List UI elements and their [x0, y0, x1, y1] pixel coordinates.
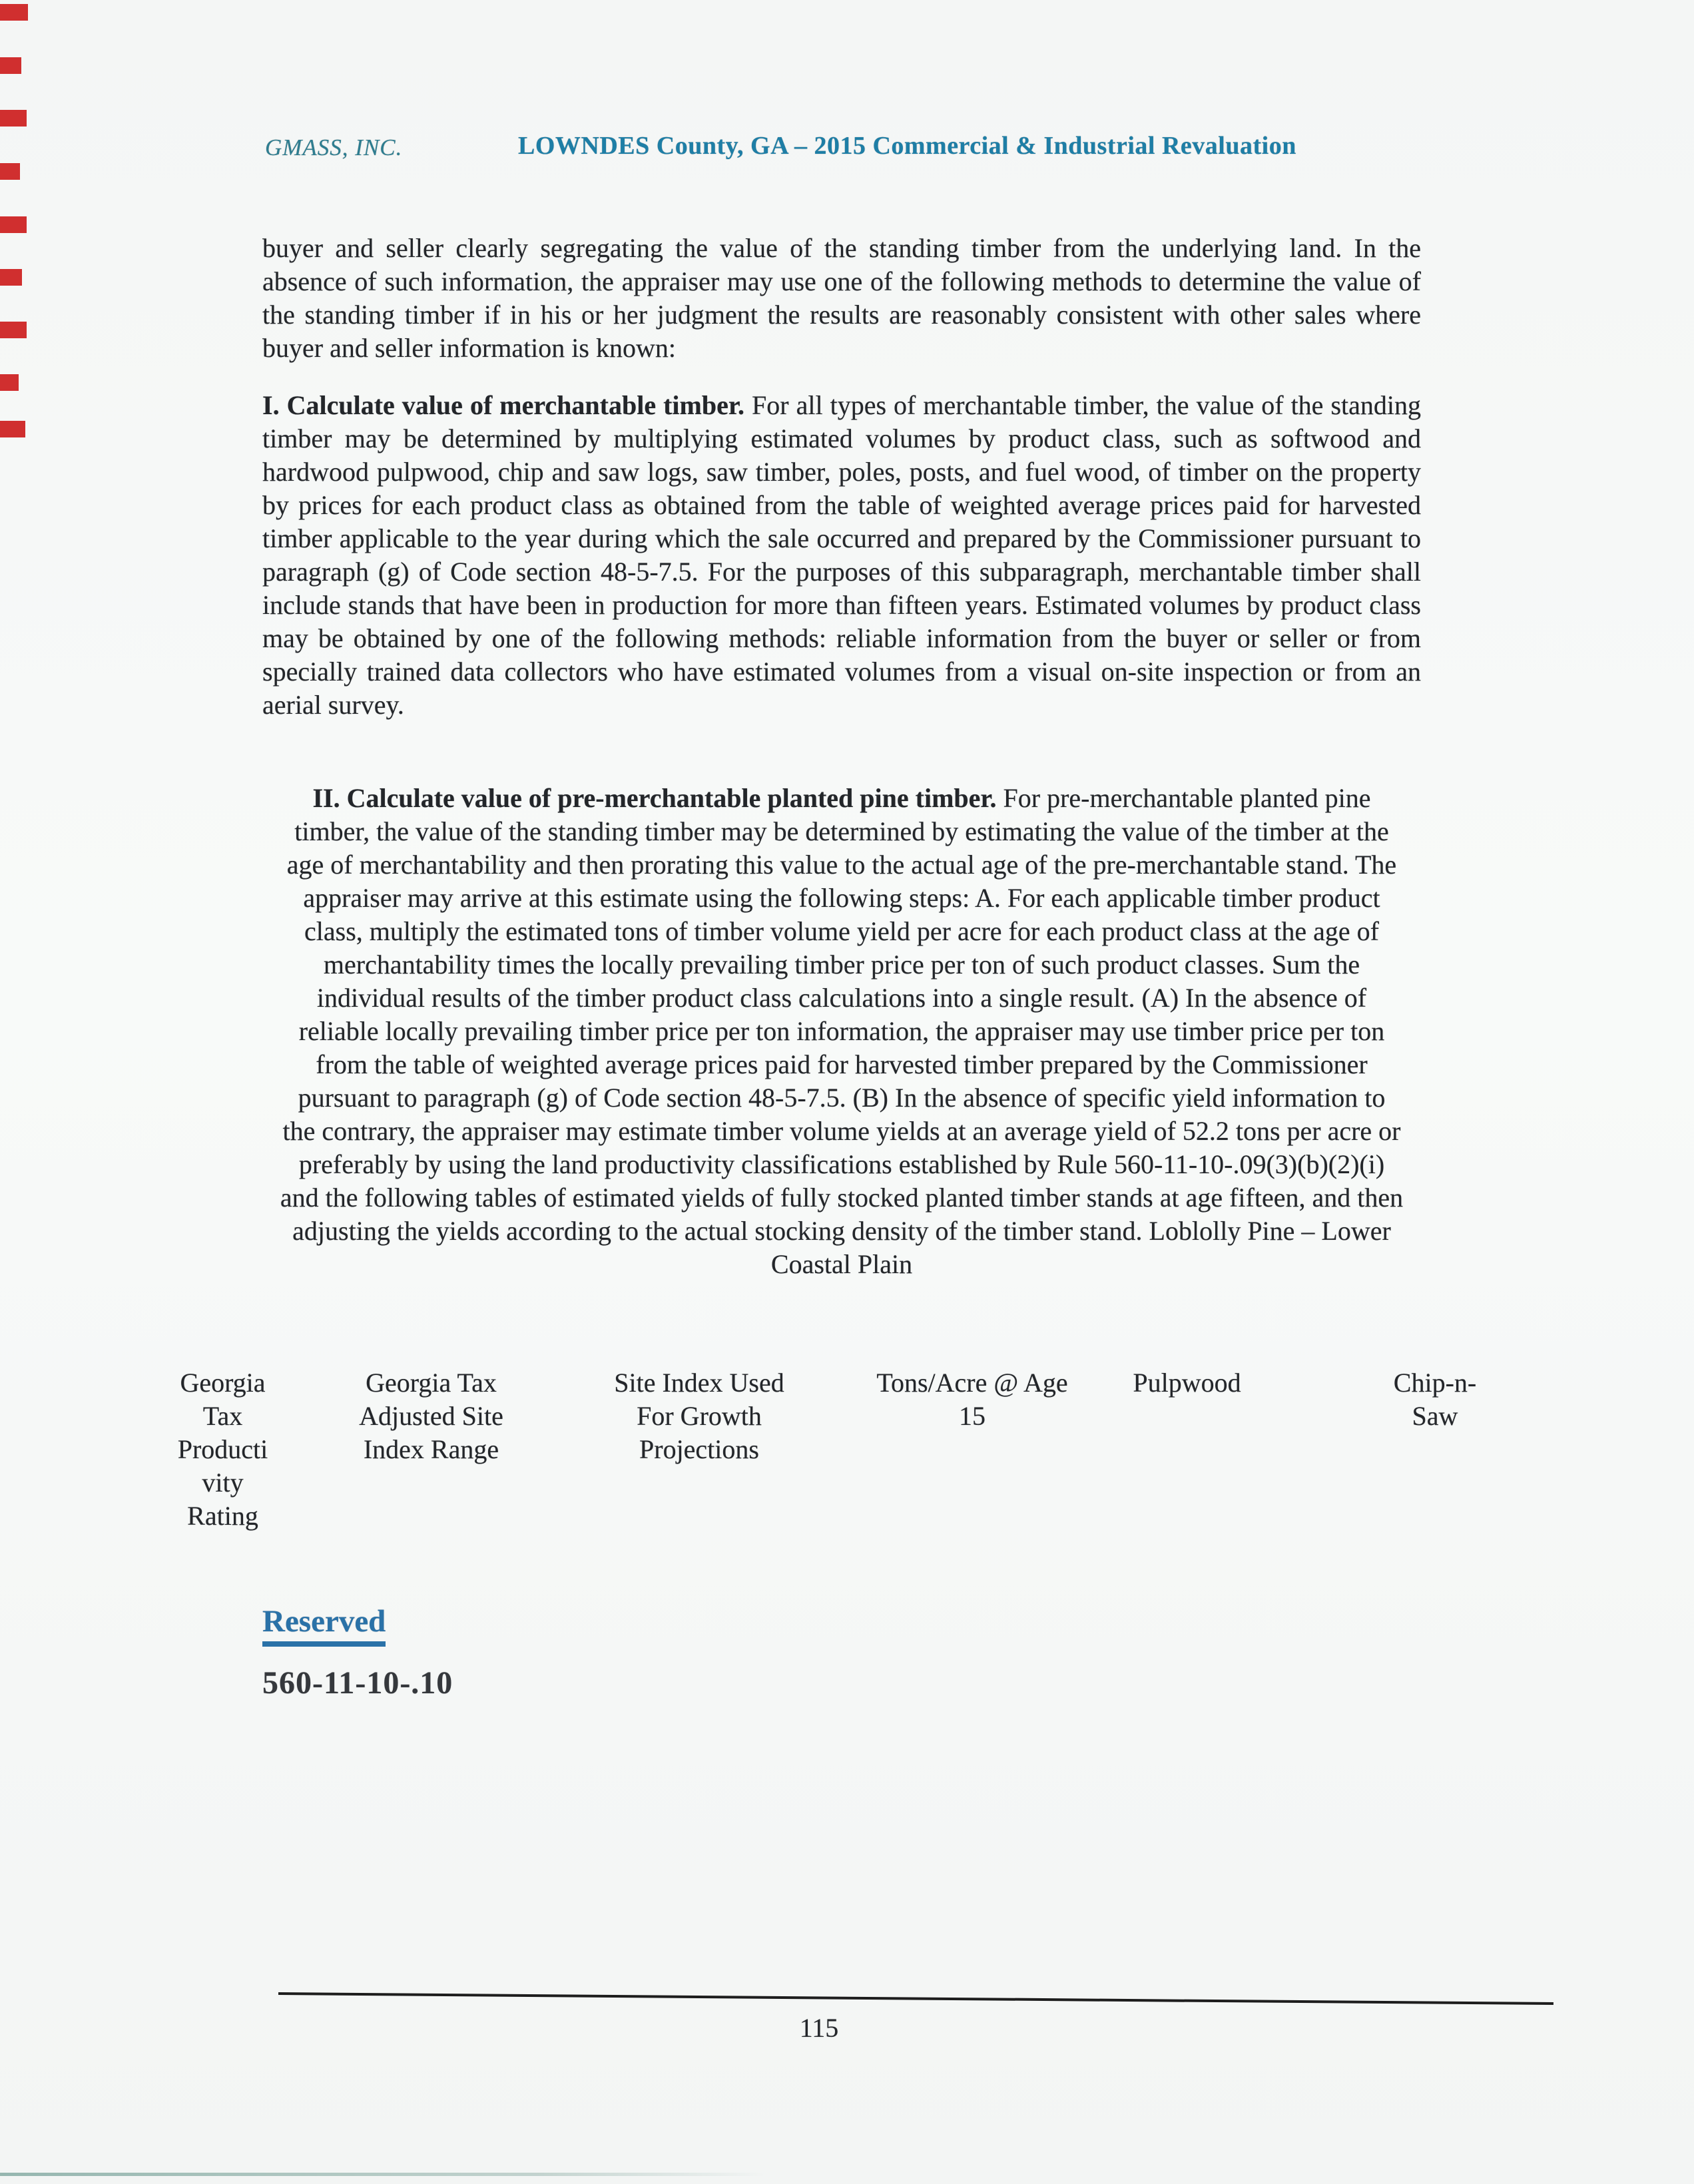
- scan-edge-mark: [0, 57, 21, 74]
- table-header-site-index-used: [589, 1366, 809, 1466]
- table-header-line: 15: [959, 1401, 986, 1431]
- table-header-site-index-range: [336, 1366, 526, 1466]
- table-header-line: Chip-n-: [1393, 1368, 1477, 1398]
- table-header-line: Georgia Tax: [366, 1368, 497, 1398]
- table-header-line: Saw: [1412, 1401, 1458, 1431]
- paragraph-method-1: [262, 389, 1421, 722]
- paragraph-method-1-heading: I. Calculate value of merchantable timber.: [262, 390, 744, 420]
- scan-edge-mark: [0, 216, 27, 233]
- rule-code: 560-11-10-.10: [262, 1665, 453, 1701]
- table-header-line: Site Index Used: [614, 1368, 784, 1398]
- table-header-chip-n-saw: [1365, 1366, 1505, 1433]
- table-header-line: Tons/Acre @ Age: [876, 1368, 1068, 1398]
- scan-edge-mark: [0, 374, 19, 391]
- body-text-column: [262, 232, 1421, 1281]
- table-header-line: Producti: [177, 1434, 268, 1464]
- paragraph-method-2: [279, 782, 1404, 1281]
- table-header-line: Index Range: [363, 1434, 499, 1464]
- footer-divider-line: [278, 1992, 1553, 2005]
- paragraph-intro: buyer and seller clearly segregating the value of the standing timber from the underlying land. In the absence of such information, the appraiser may use one of the following methods to determine the value of the standing timber if in his or her judgment the results are reasonably consistent with other sales where buyer and seller information is known:: [262, 233, 1421, 363]
- scan-edge-mark: [0, 163, 20, 180]
- table-header-pulpwood: [1115, 1366, 1259, 1400]
- table-header-line: vity: [202, 1468, 244, 1498]
- scan-bottom-artifact: [0, 2173, 766, 2176]
- table-header-productivity-rating: [154, 1366, 291, 1533]
- scan-edge-mark: [0, 421, 25, 437]
- table-header-line: Tax: [202, 1401, 243, 1431]
- paragraph-method-2-text: For pre-merchantable planted pine timber, the value of the standing timber may be determined by estimating the value of the timber at the age of merchantability and then prorating this value to the actual age of the pre-merchantable stand. The appraiser may arrive at this estimate using the following steps: A. For each applicable timber product class, multiply the estimated tons of timber volume yield per acre for each product class at the age of merchantability times the locally prevailing timber price per ton of such product classes. Sum the individual results of the timber product class calculations into a single result. (A) In the absence of reliable locally prevailing timber price per ton information, the appraiser may use timber price per ton from the table of weighted average prices paid for harvested timber prepared by the Commissioner pursuant to paragraph (g) of Code section 48-5-7.5. (B) In the absence of specific yield information to the contrary, the appraiser may estimate timber volume yields at an average yield of 52.2 tons per acre or preferably by using the land productivity classifications established by Rule 560-11-10-.09(3)(b)(2)(i) and the following tables of estimated yields of fully stocked planted timber stands at age fifteen, and then adjusting the yields according to the actual stocking density of the timber stand. Loblolly Pine – Lower Coastal Plain: [280, 783, 1404, 1279]
- table-header-line: Adjusted Site: [359, 1401, 503, 1431]
- scan-edge-mark: [0, 322, 27, 338]
- table-header-line: Georgia: [180, 1368, 266, 1398]
- paragraph-method-2-heading: II. Calculate value of pre-merchantable planted pine timber.: [312, 783, 997, 813]
- table-header-line: For Growth: [637, 1401, 762, 1431]
- paragraph-method-1-text: For all types of merchantable timber, the value of the standing timber may be determined by multiplying estimated volumes by product class, such as softwood and hardwood pulpwood, chip and saw logs, saw timber, poles, posts, and fuel wood, of timber on the property by prices for each product class as obtained from the table of weighted average prices paid for harvested timber applicable to the year during which the sale occurred and prepared by the Commissioner pursuant to paragraph (g) of Code section 48-5-7.5. For the purposes of this subparagraph, merchantable timber shall include stands that have been in production for more than fifteen years. Estimated volumes by product class may be obtained by one of the following methods: reliable information from the buyer or seller or from specially trained data collectors who have estimated volumes from a visual on-site inspection or from an aerial survey.: [262, 390, 1422, 720]
- header-report-title: LOWNDES County, GA – 2015 Commercial & Industrial Revaluation: [518, 132, 1296, 160]
- header-company-name: GMASS, INC.: [265, 135, 403, 160]
- scan-edge-mark: [0, 269, 22, 286]
- table-header-line: Rating: [187, 1501, 258, 1531]
- scan-edge-mark: [0, 110, 27, 127]
- page-number: 115: [799, 2013, 839, 2043]
- scan-edge-mark: [0, 4, 28, 21]
- table-header-line: Pulpwood: [1133, 1368, 1241, 1398]
- table-header-line: Projections: [639, 1434, 759, 1464]
- table-header-tons-per-acre: [849, 1366, 1095, 1433]
- reserved-heading: Reserved: [262, 1603, 386, 1647]
